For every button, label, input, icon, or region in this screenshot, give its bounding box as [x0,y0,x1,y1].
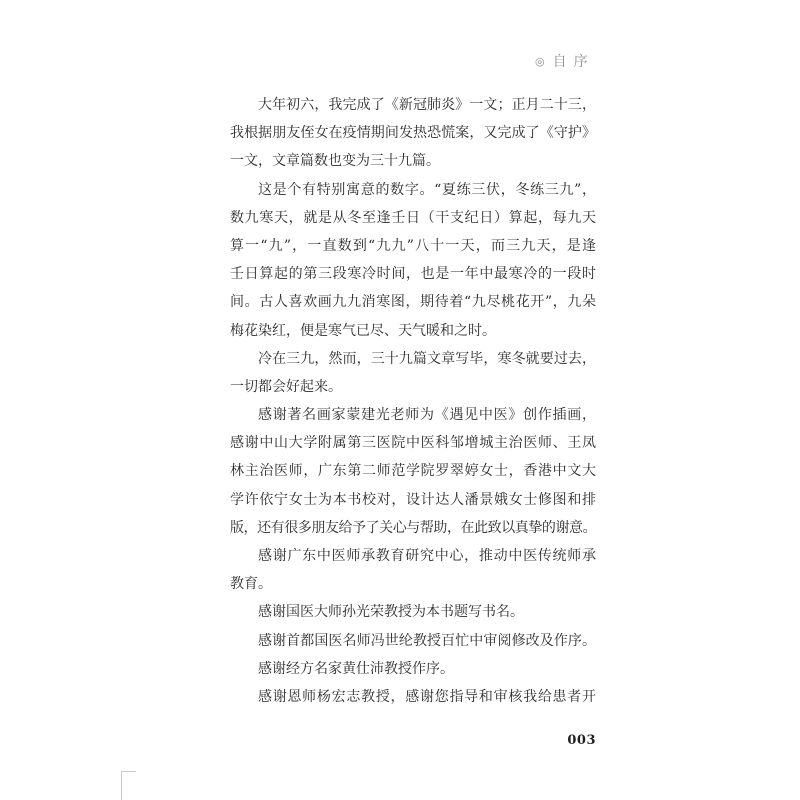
text-line: 教育。 [230,576,272,593]
text-line: 感谢著名画家蒙建光老师为《遇见中医》创作插画， [258,407,596,424]
paragraph [230,401,596,542]
paragraph [230,176,596,345]
section-title: 自序 [552,54,595,70]
text-line: 感谢国医大师孙光荣教授为本书题写书名。 [258,604,524,621]
text-line: 梅花染红，便是寒气已尽、天气暖和之时。 [230,322,496,339]
paragraph [230,627,596,655]
running-head [535,52,595,72]
text-line: 感谢中山大学附属第三医院中医科邹增城主治医师、王凤 [230,435,596,452]
paragraph [230,598,596,626]
text-line: 壬日算起的第三段寒冷时间，也是一年中最寒冷的一段时 [230,266,596,283]
text-line: 感谢首都国医名师冯世纶教授百忙中审阅修改及作序。 [258,632,596,649]
paragraph [230,542,596,598]
text-line: 数九寒天，就是从冬至逢壬日（干支纪日）算起，每九天 [230,209,596,226]
text-line: 我根据朋友侄女在疫情期间发热恐慌案，又完成了《守护》 [230,125,596,142]
page-number: 003 [567,733,596,748]
text-line: 感谢恩师杨宏志教授，感谢您指导和审核我给患者开 [258,688,596,705]
text-line: 一文，文章篇数也变为三十九篇。 [230,153,440,170]
body-text [230,91,596,711]
text-line: 间。古人喜欢画九九消寒图，期待着“九尽桃花开”，九朵 [230,294,596,311]
paragraph [230,655,596,683]
paragraph [230,683,596,711]
text-line: 大年初六，我完成了《新冠肺炎》一文；正月二十三， [258,97,596,113]
text-line: 冷在三九，然而，三十九篇文章写毕，寒冬就要过去， [258,350,596,367]
text-line: 一切都会好起来。 [230,378,342,395]
header-ornament-icon: ◎ [535,55,545,68]
text-line: 算一“九”，一直数到“九九”八十一天，而三九天，是逢 [230,237,596,254]
paragraph [230,345,596,401]
crop-mark [121,771,136,800]
text-line: 这是个有特别寓意的数字。“夏练三伏，冬练三九”， [258,181,596,198]
text-line: 版，还有很多朋友给予了关心与帮助，在此致以真挚的谢意。 [230,519,596,536]
text-line: 学许依宁女士为本书校对，设计达人潘景娥女士修图和排 [230,491,596,508]
text-line: 感谢广东中医师承教育研究中心，推动中医传统师承 [258,548,596,564]
text-line: 感谢经方名家黄仕沛教授作序。 [258,660,454,677]
text-line: 林主治医师，广东第二师范学院罗翠婷女士，香港中文大 [230,463,596,480]
paragraph [230,91,596,176]
